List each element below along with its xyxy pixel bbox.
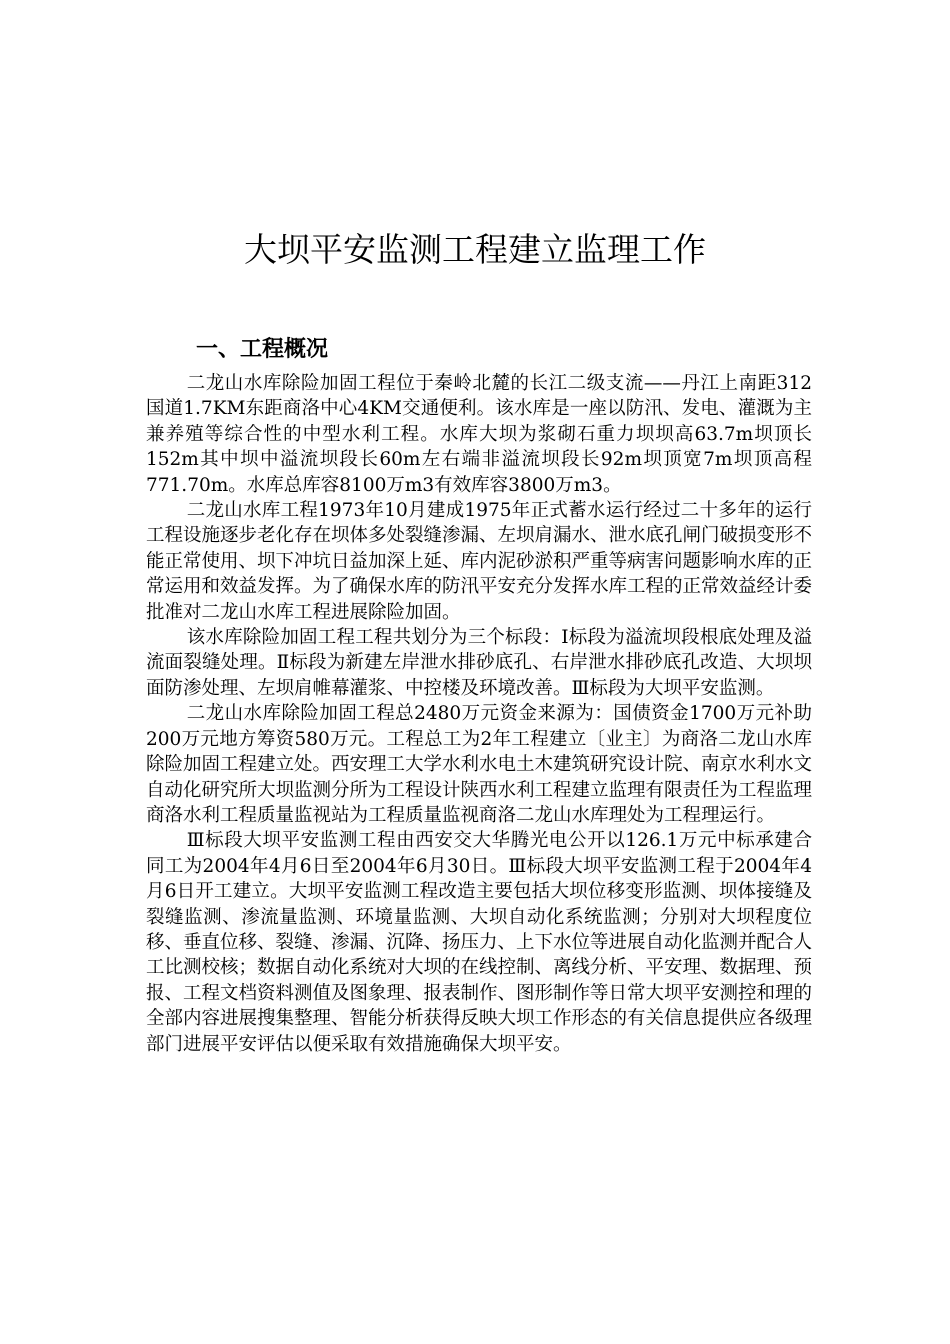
paragraph-history: 二龙山水库工程1973年10月建成1975年正式蓄水运行经过二十多年的运行工程设施逐步老化存在坝体多处裂缝渗漏、左坝肩漏水、泄水底孔闸门破损变形不能正常使用、坝下冲坑日益加深上延、库内泥砂淤积严重等病害问题影响水库的正常运用和效益发挥。为了确保水库的防汛平安充分发挥水库工程的正常效益经计委批准对二龙山水库工程进展除险加固。 <box>146 500 813 623</box>
body-text <box>146 371 812 1057</box>
paragraph-monitoring: Ⅲ标段大坝平安监测工程由西安交大华腾光电公开以126.1万元中标承建合同工为2004年4月6日至2004年6月30日。Ⅲ标段大坝平安监测工程于2004年4月6日开工建立。大坝平安监测工程改造主要包括大坝位移变形监测、坝体接缝及裂缝监测、渗流量监测、环境量监测、大坝自动化系统监测；分别对大坝程度位移、垂直位移、裂缝、渗漏、沉降、扬压力、上下水位等进展自动化监测并配合人工比测校核；数据自动化系统对大坝的在线控制、离线分析、平安理、数据理、预报、工程文档资料测值及图象理、报表制作、图形制作等日常大坝平安测控和理的全部内容进展搜集整理、智能分析获得反映大坝工作形态的有关信息提供应各级理部门进展平安评估以便采取有效措施确保大坝平安。 <box>146 830 813 1055</box>
document-title: 大坝平安监测工程建立监理工作 <box>244 230 706 269</box>
paragraph-funding: 二龙山水库除险加固工程总2480万元资金来源为：国债资金1700万元补助200万元地方筹资580万元。工程总工为2年工程建立〔业主〕为商洛二龙山水库除险加固工程建立处。西安理工大学水利水电土木建筑研究设计院、南京水利水文自动化研究所大坝监测分所为工程设计陕西水利工程建立监理有限责任为工程监理商洛水利工程质量监视站为工程质量监视商洛二龙山水库理处为工程理运行。 <box>146 703 813 826</box>
paragraph-overview: 二龙山水库除险加固工程位于秦岭北麓的长江二级支流——丹江上南距312国道1.7KM东距商洛中心4KM交通便利。该水库是一座以防汛、发电、灌溉为主兼养殖等综合性的中型水利工程。水库大坝为浆砌石重力坝坝高63.7m坝顶长152m其中坝中溢流坝段长60m左右端非溢流坝段长92m坝顶宽7m坝顶高程771.70m。水库总库容8100万m3有效库容3800万m3。 <box>146 373 812 496</box>
section-heading: 一、工程概况 <box>196 337 329 362</box>
paragraph-sections: 该水库除险加固工程工程共划分为三个标段：Ⅰ标段为溢流坝段根底处理及溢流面裂缝处理。Ⅱ标段为新建左岸泄水排砂底孔、右岸泄水排砂底孔改造、大坝坝面防渗处理、左坝肩帷幕灌浆、中控楼及环境改善。Ⅲ标段为大坝平安监测。 <box>146 627 812 699</box>
